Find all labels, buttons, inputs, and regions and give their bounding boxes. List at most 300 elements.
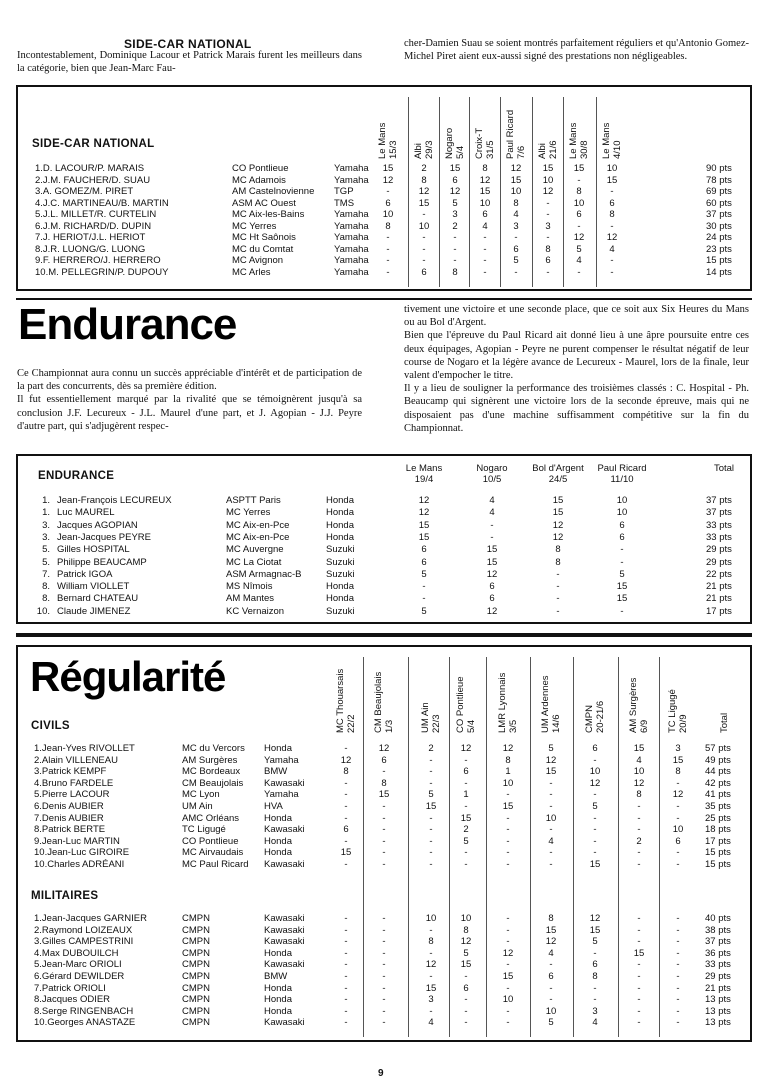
sidecar-score: 12 (418, 186, 430, 198)
sidecar-score: 2 (421, 163, 427, 174)
militaires-score: - (506, 959, 510, 971)
civils-rider: 5.Pierre LACOUR (34, 789, 110, 801)
sidecar-crew: 6.J.M. RICHARD/D. DUPIN (35, 220, 152, 232)
sidecar-event-label: Albi (537, 143, 548, 159)
militaires-row (18, 959, 750, 971)
sidecar-total: 37 pts (706, 209, 732, 221)
militaires-row (18, 948, 750, 960)
civils-score: - (506, 835, 510, 847)
endurance-position: 8. (42, 593, 50, 605)
civils-score: 4 (548, 835, 554, 847)
sidecar-score: - (386, 255, 390, 267)
regularite-column-divider (573, 657, 574, 1037)
militaires-score: 15 (425, 982, 437, 994)
civils-row (18, 789, 750, 801)
endurance-club: MC Auvergne (226, 544, 284, 556)
regularite-column-divider (449, 657, 450, 1037)
endurance-score: 4 (489, 507, 495, 519)
civils-bike: Honda (264, 812, 292, 824)
endurance-rider: Jean-Jacques PEYRE (57, 531, 151, 543)
civils-score: 10 (672, 824, 684, 836)
regularite-event-label: CO Pontlieue (455, 676, 466, 733)
sidecar-score: 12 (449, 186, 461, 198)
militaires-score: - (382, 936, 386, 948)
civils-score: - (429, 766, 433, 778)
sidecar-score: 12 (573, 232, 585, 244)
endurance-position: 5. (42, 544, 50, 556)
regularite-event-label: 3/5 (507, 719, 519, 733)
sidecar-club: ASM AC Ouest (232, 197, 296, 209)
sidecar-score: - (386, 232, 390, 244)
civils-score: - (593, 789, 597, 801)
civils-club: TC Ligugé (182, 824, 226, 836)
sidecar-score: 3 (545, 220, 551, 232)
civils-score: 6 (675, 835, 681, 847)
endurance-bike: Honda (326, 507, 354, 519)
militaires-score: - (344, 924, 348, 936)
sidecar-event-header (414, 141, 435, 160)
civils-score: 12 (545, 754, 557, 766)
civils-score: - (506, 847, 510, 859)
sidecar-score: - (422, 232, 426, 244)
civils-score: 12 (502, 743, 514, 754)
militaires-rider: 8.Serge RINGENBACH (34, 1005, 134, 1017)
militaires-total: 40 pts (705, 913, 731, 924)
militaires-score: - (344, 1005, 348, 1017)
endurance-position: 7. (42, 568, 50, 580)
sidecar-heading: SIDE-CAR NATIONAL (32, 138, 155, 150)
endurance-event-label: 10/5 (482, 474, 502, 485)
militaires-bike: Kawasaki (264, 913, 305, 924)
sidecar-bike: TGP (334, 186, 354, 198)
sidecar-score: - (386, 243, 390, 255)
endurance-score: - (490, 531, 494, 543)
endurance-score: 15 (486, 556, 498, 568)
endurance-score: 8 (555, 544, 561, 556)
sidecar-event-header (506, 110, 527, 159)
civils-row (18, 813, 750, 825)
sidecar-event-label: Le Mans (377, 122, 388, 159)
sidecar-score: - (453, 232, 457, 244)
militaires-row (18, 1017, 750, 1029)
sidecar-score: 15 (510, 174, 522, 186)
militaires-bike: Honda (264, 947, 292, 959)
regularite-event-header (668, 689, 689, 733)
civils-bike: Yamaha (264, 754, 299, 766)
militaires-rider: 10.Georges ANASTAZE (34, 1017, 136, 1029)
civils-score: - (593, 754, 597, 766)
sidecar-event-label: 15/3 (387, 140, 399, 159)
endurance-score: - (422, 593, 426, 605)
endurance-position: 3. (42, 531, 50, 543)
civils-score: - (549, 789, 553, 801)
sidecar-bike: Yamaha (334, 255, 369, 267)
civils-score: - (549, 801, 553, 812)
civils-score: 8 (636, 789, 642, 801)
militaires-score: 12 (545, 936, 557, 948)
endurance-score: 8 (555, 556, 561, 568)
militaires-score: - (676, 924, 680, 936)
civils-score: 1 (505, 766, 511, 778)
endurance-score: - (556, 581, 560, 593)
sidecar-total: 24 pts (706, 232, 732, 244)
civils-total: 44 pts (705, 766, 731, 778)
civils-score: - (676, 777, 680, 789)
endurance-total: 17 pts (706, 605, 732, 617)
regularite-event-label: 14/6 (550, 714, 562, 733)
endurance-rider: Bernard CHATEAU (57, 593, 139, 605)
militaires-score: - (506, 982, 510, 994)
sidecar-score: 15 (382, 163, 394, 174)
sidecar-crew: 10.M. PELLEGRIN/P. DUPOUY (35, 266, 169, 278)
civils-club: MC Lyon (182, 789, 220, 801)
sidecar-score: 8 (385, 220, 391, 232)
civils-score: 5 (592, 801, 598, 812)
sidecar-column-divider (596, 97, 597, 287)
civils-score: - (344, 859, 348, 870)
civils-score: - (593, 812, 597, 824)
endurance-rider: Philippe BEAUCAMP (57, 556, 147, 568)
sidecar-total: 23 pts (706, 243, 732, 255)
militaires-bike: Kawasaki (264, 936, 305, 948)
endurance-club: ASPTT Paris (226, 495, 281, 506)
civils-score: - (549, 847, 553, 859)
militaires-score: - (506, 924, 510, 936)
regularite-event-label: UM Ardennes (540, 675, 551, 733)
militaires-rider: 1.Jean-Jacques GARNIER (34, 913, 147, 924)
endurance-text-left: Ce Championnat aura connu un succès appréciable d'intérêt et de participation de la part des concurrents, dès sa première édition. Il fut essentiellement marqué par la rivalité que se témoignèrent jusqu'à sa conclusion J.F. Lecureux - J.L. Maurel d'une part, et J. Agopian - J.J. Peyre d'autre part, qui s'adjugèrent respec- (17, 368, 362, 432)
endurance-total-header: Total (713, 463, 735, 474)
civils-score: - (429, 847, 433, 859)
civils-row (18, 859, 750, 871)
civils-row (18, 778, 750, 790)
civils-score: 15 (425, 801, 437, 812)
sidecar-event-header (475, 128, 496, 159)
militaires-score: 8 (548, 913, 554, 924)
sidecar-event-label: 30/8 (578, 140, 590, 159)
militaires-score: - (382, 982, 386, 994)
sidecar-intro-left: Incontestablement, Dominique Lacour et Patrick Marais furent les meilleurs dans la catégorie, bien que Jean-Marc Fau- (17, 50, 362, 75)
sidecar-score: 8 (545, 243, 551, 255)
civils-score: - (344, 743, 348, 754)
sidecar-event-label: 31/5 (484, 140, 496, 159)
endurance-bike: Honda (326, 531, 354, 543)
militaires-score: 15 (502, 971, 514, 982)
sidecar-score: 5 (452, 197, 458, 209)
sidecar-event-label: Croix-T (474, 127, 485, 159)
endurance-total: 37 pts (706, 507, 732, 519)
sidecar-score: 12 (510, 163, 522, 174)
civils-score: 12 (460, 743, 472, 754)
endurance-event-label: Bol d'Argent (532, 463, 584, 474)
militaires-score: - (382, 913, 386, 924)
endurance-rider: Gilles HOSPITAL (57, 544, 130, 556)
militaires-score: - (464, 994, 468, 1006)
militaires-bike: Honda (264, 1005, 292, 1017)
civils-score: - (382, 824, 386, 836)
endurance-row (18, 581, 750, 593)
sidecar-club: MC Yerres (232, 220, 277, 232)
militaires-score: - (676, 1017, 680, 1029)
civils-score: - (464, 859, 468, 870)
sidecar-crew: 5.J.L. MILLET/R. CURTELIN (35, 209, 157, 221)
militaires-score: - (344, 982, 348, 994)
civils-score: 15 (340, 847, 352, 859)
endurance-score: 6 (421, 556, 427, 568)
endurance-total: 33 pts (706, 519, 732, 531)
civils-score: - (429, 777, 433, 789)
militaires-score: - (506, 1017, 510, 1029)
militaires-score: 5 (463, 947, 469, 959)
endurance-total: 21 pts (706, 593, 732, 605)
endurance-score: 5 (421, 605, 427, 617)
endurance-club: MC La Ciotat (226, 556, 282, 568)
civils-total: 18 pts (705, 824, 731, 836)
endurance-bike: Suzuki (326, 556, 355, 568)
militaires-score: - (382, 959, 386, 971)
civils-score: - (344, 789, 348, 801)
civils-score: - (464, 754, 468, 766)
civils-club: UM Ain (182, 801, 213, 812)
sidecar-crew: 7.J. HERIOT/J.L. HERIOT (35, 232, 146, 244)
sidecar-total: 78 pts (706, 174, 732, 186)
sidecar-total: 30 pts (706, 220, 732, 232)
endurance-score: 6 (489, 593, 495, 605)
sidecar-score: 15 (542, 163, 554, 174)
civils-bike: Kawasaki (264, 777, 305, 789)
civils-score: 6 (463, 766, 469, 778)
sidecar-row (18, 175, 750, 187)
militaires-club: CMPN (182, 924, 210, 936)
sidecar-event-header (378, 123, 399, 159)
sidecar-bike: TMS (334, 197, 355, 209)
sidecar-table (16, 85, 752, 291)
civils-score: - (429, 754, 433, 766)
civils-rider: 9.Jean-Luc MARTIN (34, 835, 120, 847)
sidecar-score: 5 (513, 255, 519, 267)
sidecar-row (18, 221, 750, 233)
civils-score: 10 (502, 777, 514, 789)
sidecar-total: 15 pts (706, 255, 732, 267)
regularite-event-label: 6/9 (638, 719, 650, 733)
endurance-score: 6 (619, 519, 625, 531)
militaires-club: CMPN (182, 982, 210, 994)
militaires-score: - (382, 924, 386, 936)
militaires-rider: 2.Raymond LOIZEAUX (34, 924, 133, 936)
endurance-score: 15 (552, 495, 564, 506)
sidecar-score: 4 (576, 255, 582, 267)
militaires-rider: 5.Jean-Marc ORIOLI (34, 959, 122, 971)
militaires-score: - (593, 994, 597, 1006)
endurance-score: 4 (489, 495, 495, 506)
civils-score: - (637, 847, 641, 859)
civils-score: - (676, 801, 680, 812)
militaires-rider: 3.Gilles CAMPESTRINI (34, 936, 134, 948)
endurance-rider: Claude JIMENEZ (57, 605, 131, 617)
civils-score: - (429, 859, 433, 870)
civils-row (18, 824, 750, 836)
militaires-bike: Honda (264, 994, 292, 1006)
civils-rider: 7.Denis AUBIER (34, 812, 104, 824)
regularite-table (16, 645, 752, 1042)
militaires-score: 6 (548, 971, 554, 982)
sidecar-score: - (422, 209, 426, 221)
sidecar-score: 10 (382, 209, 394, 221)
regularite-event-label: UM Ain (420, 702, 431, 733)
civils-score: - (429, 824, 433, 836)
sidecar-event-label: 7/6 (515, 145, 527, 159)
endurance-bike: Honda (326, 519, 354, 531)
sidecar-event-header (569, 123, 590, 159)
endurance-total: 33 pts (706, 531, 732, 543)
endurance-club: KC Vernaizon (226, 605, 285, 617)
regularite-event-header (629, 678, 650, 733)
militaires-score: - (593, 947, 597, 959)
sidecar-event-label: 5/4 (454, 145, 466, 159)
sidecar-bike: Yamaha (334, 243, 369, 255)
militaires-score: - (676, 913, 680, 924)
sidecar-score: 8 (576, 186, 582, 198)
regularite-column-divider (659, 657, 660, 1037)
civils-score: 6 (592, 743, 598, 754)
militaires-score: - (344, 913, 348, 924)
sidecar-club: MC Arles (232, 266, 271, 278)
endurance-club: AM Mantes (226, 593, 275, 605)
militaires-score: 12 (589, 913, 601, 924)
endurance-row (18, 606, 750, 618)
endurance-score: 12 (486, 568, 498, 580)
militaires-score: - (464, 1017, 468, 1029)
militaires-total: 13 pts (705, 994, 731, 1006)
sidecar-bike: Yamaha (334, 266, 369, 278)
endurance-club: MC Yerres (226, 507, 271, 519)
sidecar-event-label: 29/3 (423, 140, 435, 159)
civils-score: 6 (381, 754, 387, 766)
militaires-score: - (637, 1017, 641, 1029)
sidecar-score: - (483, 232, 487, 244)
militaires-row (18, 936, 750, 948)
sidecar-total: 60 pts (706, 197, 732, 209)
endurance-rider: Jean-François LECUREUX (57, 495, 172, 506)
civils-score: - (464, 801, 468, 812)
endurance-bike: Honda (326, 593, 354, 605)
endurance-event-label: Le Mans (405, 463, 443, 474)
sidecar-crew: 8.J.R. LUONG/G. LUONG (35, 243, 146, 255)
endurance-rider: William VIOLLET (57, 581, 130, 593)
sidecar-row (18, 163, 750, 175)
endurance-total: 29 pts (706, 556, 732, 568)
civils-score: 6 (343, 824, 349, 836)
endurance-score: 12 (552, 531, 564, 543)
regularite-event-label: 5/4 (465, 719, 477, 733)
civils-club: MC Paul Ricard (182, 859, 249, 870)
civils-total: 42 pts (705, 777, 731, 789)
civils-score: 5 (548, 743, 554, 754)
regularite-event-header (456, 676, 477, 733)
endurance-score: 15 (552, 507, 564, 519)
endurance-position: 10. (36, 605, 50, 617)
militaires-bike: BMW (264, 971, 288, 982)
militaires-rider: 4.Max DUBOUILCH (34, 947, 119, 959)
endurance-score: 15 (418, 531, 430, 543)
civils-bike: Kawasaki (264, 859, 305, 870)
regularite-event-label: 22/2 (345, 714, 357, 733)
civils-total: 15 pts (705, 859, 731, 870)
sidecar-column-divider (408, 97, 409, 287)
militaires-score: - (676, 959, 680, 971)
sidecar-score: 10 (418, 220, 430, 232)
civils-score: 15 (545, 766, 557, 778)
endurance-event-label: Nogaro (476, 463, 508, 474)
sidecar-score: 8 (482, 163, 488, 174)
regularite-top-rule (16, 633, 752, 637)
civils-score: 15 (633, 743, 645, 754)
endurance-bike: Suzuki (326, 605, 355, 617)
sidecar-score: 4 (513, 209, 519, 221)
sidecar-score: 12 (479, 174, 491, 186)
civils-total: 57 pts (705, 743, 731, 754)
civils-rider: 6.Denis AUBIER (34, 801, 104, 812)
endurance-score: - (556, 568, 560, 580)
civils-score: - (637, 801, 641, 812)
militaires-score: 4 (428, 1017, 434, 1029)
sidecar-score: - (422, 255, 426, 267)
civils-score: - (549, 824, 553, 836)
civils-score: 15 (672, 754, 684, 766)
civils-club: AMC Orléans (182, 812, 240, 824)
sidecar-score: 6 (385, 197, 391, 209)
sidecar-event-header (602, 123, 623, 159)
sidecar-score: 12 (382, 174, 394, 186)
endurance-total: 21 pts (706, 581, 732, 593)
regularite-event-label: MC Thouarsais (335, 668, 346, 733)
endurance-row (18, 557, 750, 569)
sidecar-bike: Yamaha (334, 220, 369, 232)
civils-score: - (382, 835, 386, 847)
civils-club: CO Pontlieue (182, 835, 239, 847)
militaires-score: - (637, 936, 641, 948)
militaires-score: 3 (592, 1005, 598, 1017)
militaires-score: 8 (463, 924, 469, 936)
endurance-score: 12 (418, 495, 430, 506)
endurance-rider: Luc MAUREL (57, 507, 115, 519)
sidecar-score: 10 (606, 163, 618, 174)
sidecar-total: 90 pts (706, 163, 732, 174)
civils-score: 8 (675, 766, 681, 778)
sidecar-score: 10 (542, 174, 554, 186)
militaires-score: - (429, 947, 433, 959)
endurance-club: MC Aix-en-Pce (226, 531, 290, 543)
endurance-text-right: tivement une victoire et une seconde place, que ce soit aux Six Heures du Mans ou au Bol d'Argent. Bien que l'épreuve du Paul Ricard ait donné lieu à une âpre poursuite entre ces deux équipages, Agopian - Peyre ne purent compenser le résultat négatif de leur course de Nogaro et la légère avance de Lecureux - Maurel, lors de la finale, leur valent d'empocher le titre. Il y a lieu de souligner la performance des troisièmes classés : C. Hospital - Ph. Beaucamp qui signèrent une victoire lors de la seconde épreuve, mais qui ne disposaient pas d'une machine suffisamment compétitive sur la fin du Championnat. (404, 304, 749, 434)
civils-score: - (637, 824, 641, 836)
civils-score: 5 (428, 789, 434, 801)
militaires-score: - (637, 959, 641, 971)
sidecar-crew: 2.J.M. FAUCHER/D. SUAU (35, 174, 151, 186)
militaires-score: 3 (428, 994, 434, 1006)
sidecar-score: - (453, 255, 457, 267)
civils-total: 35 pts (705, 801, 731, 812)
civils-score: 15 (460, 812, 472, 824)
civils-score: 15 (378, 789, 390, 801)
civils-score: - (506, 812, 510, 824)
militaires-score: - (593, 982, 597, 994)
civils-score: - (676, 812, 680, 824)
militaires-score: 10 (545, 1005, 557, 1017)
regularite-event-header (374, 672, 395, 733)
militaires-total: 29 pts (705, 971, 731, 982)
sidecar-score: 10 (573, 197, 585, 209)
militaires-row (18, 971, 750, 983)
